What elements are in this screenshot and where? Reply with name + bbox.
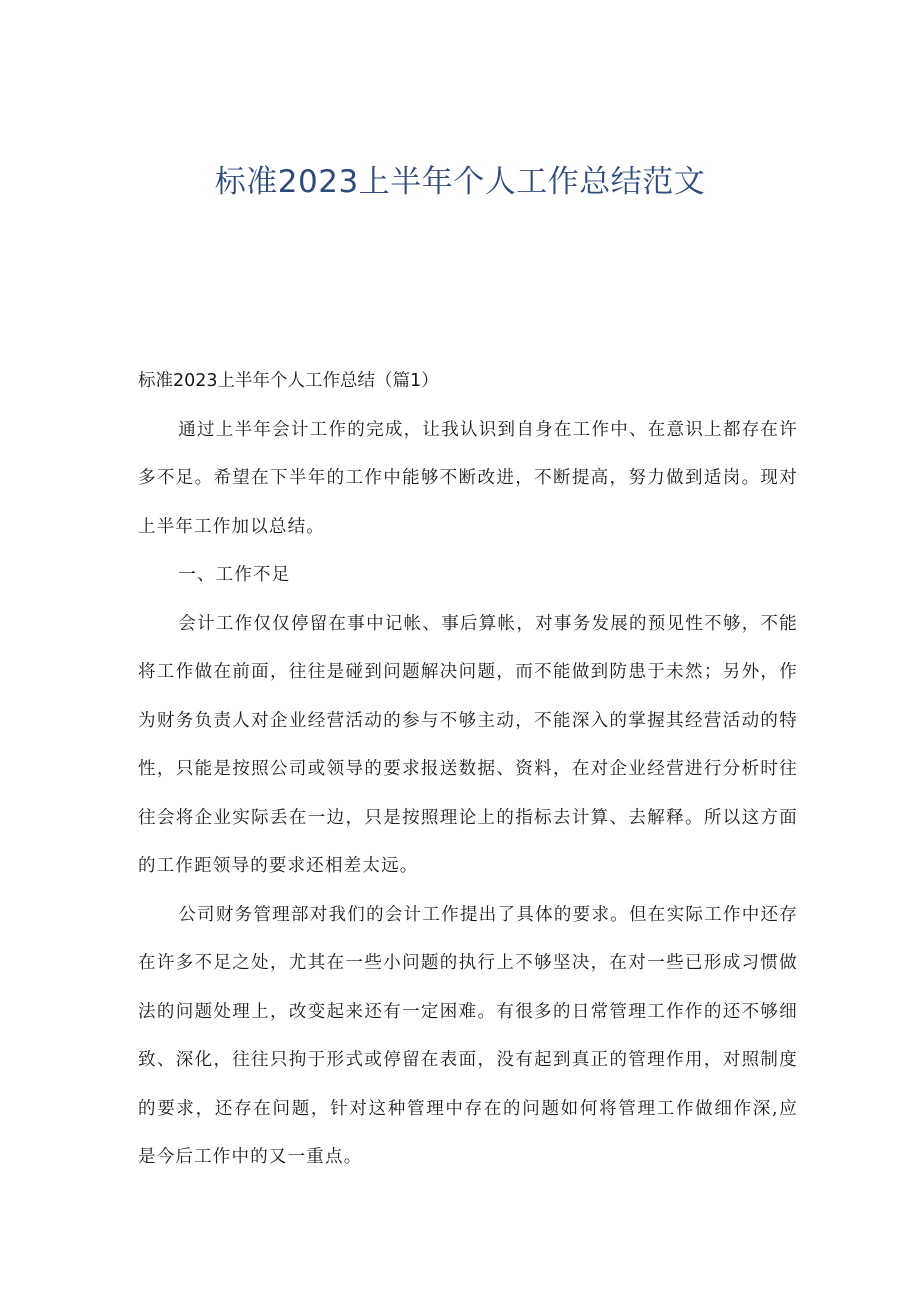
subheading-work-shortcomings: 一、工作不足 <box>178 565 291 585</box>
body-paragraph: 会计工作仅仅停留在事中记帐、事后算帐，对事务发展的预见性不够，不能将工作做在前面，往往是碰到问题解决问题，而不能做到防患于未然；另外，作为财务负责人对企业经营活动的参与不够主动，不能深入的掌握其经营活动的特性，只能是按照公司或领导的要求报送数据、资料，在对企业经营进行分析时往往会将企业实际丢在一边，只是按照理论上的指标去计算、去解释。所以这方面的工作距领导的要求还相差太远。 <box>138 613 798 876</box>
body-paragraph: 公司财务管理部对我们的会计工作提出了具体的要求。但在实际工作中还存在许多不足之处，尤其在一些小问题的执行上不够坚决，在对一些已形成习惯做法的问题处理上，改变起来还有一定困难。有很多的日常管理工作作的还不够细致、深化，往往只拘于形式或停留在表面，没有起到真正的管理作用，对照制度的要求，还存在问题，针对这种管理中存在的问题如何将管理工作做细作深,应是今后工作中的又一重点。 <box>138 904 798 1167</box>
intro-paragraph: 通过上半年会计工作的完成，让我认识到自身在工作中、在意识上都存在许多不足。希望在下半年的工作中能够不断改进，不断提高，努力做到适岗。现对上半年工作加以总结。 <box>138 419 798 537</box>
document-title: 标准2023上半年个人工作总结范文 <box>214 164 706 200</box>
document-body <box>138 357 798 1182</box>
section-heading: 标准2023上半年个人工作总结（篇1） <box>138 371 439 391</box>
